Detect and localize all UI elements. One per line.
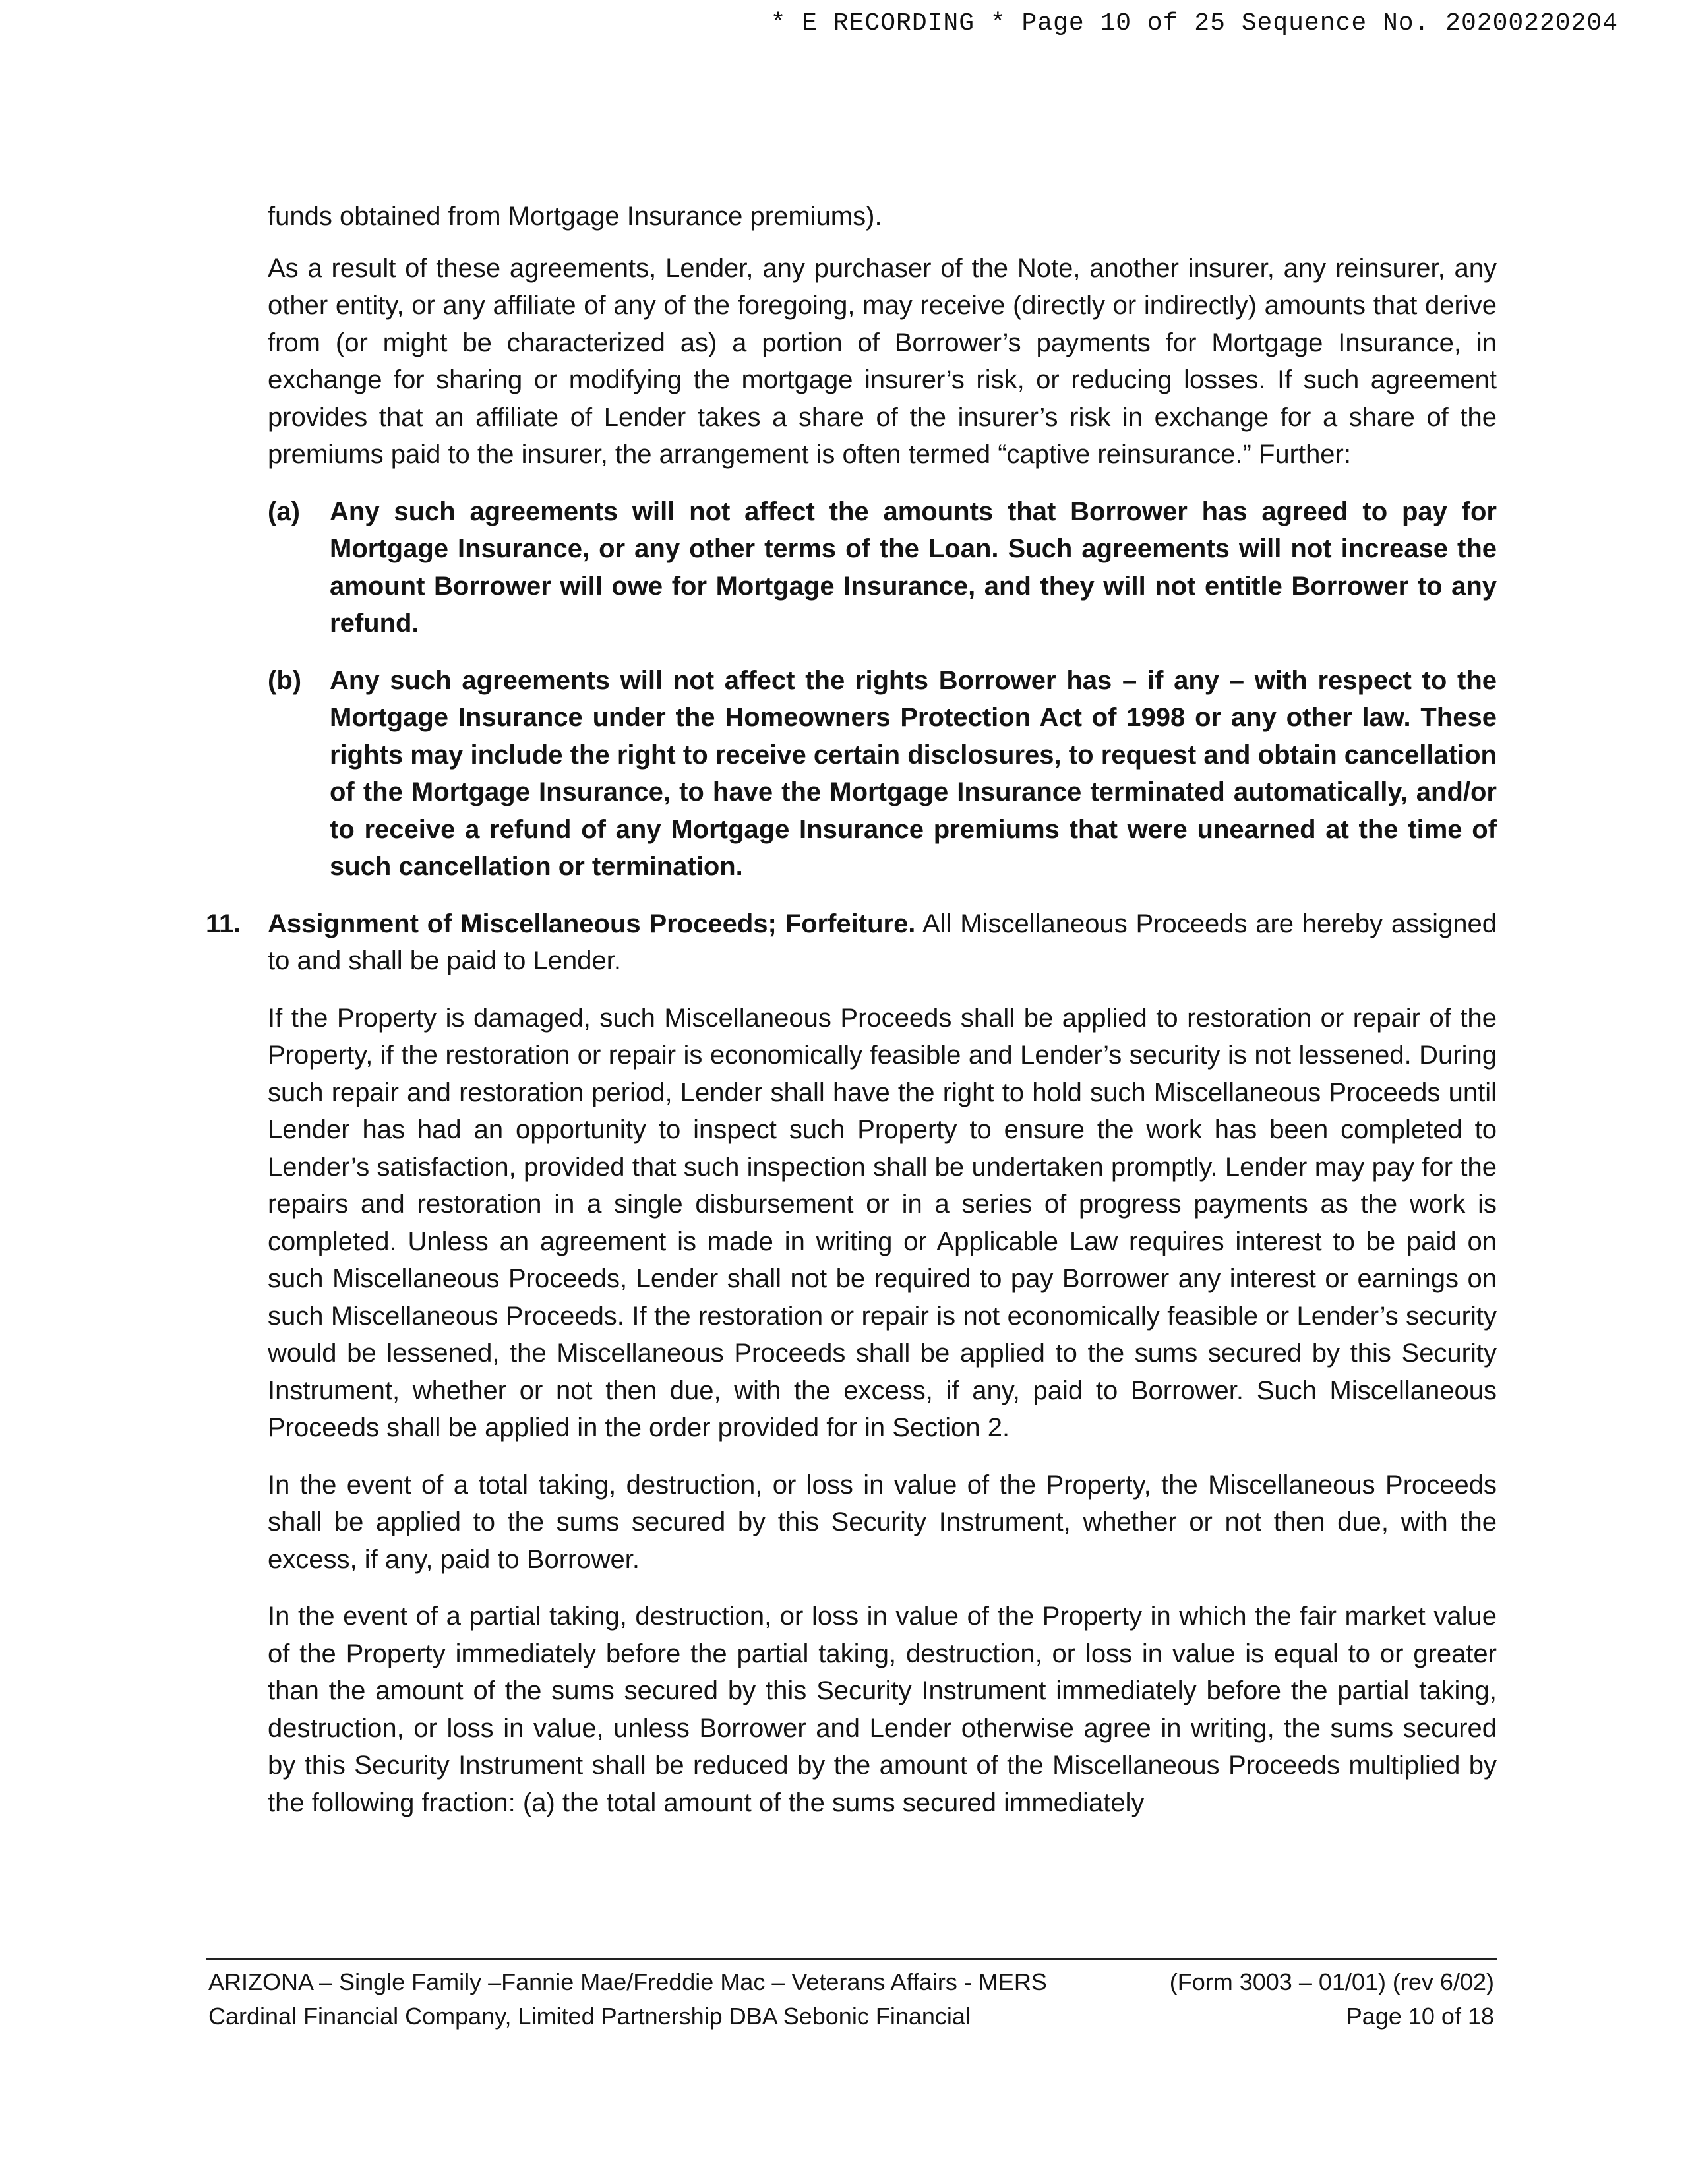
footer-divider [206, 1958, 1497, 1960]
subclause-marker: (a) [268, 497, 300, 526]
subclause-marker: (b) [268, 665, 302, 695]
subclause-b [268, 662, 1497, 886]
footer-row [208, 1965, 1494, 1999]
subclause-text: Any such agreements will not affect the rights Borrower has – if any – with respect to the Mortgage Insurance under the Homeowners Protection Act of 1998 or any other law. These rights may include the right to receive certain disclosures, to request and obtain cancellation of the Mortgage Insurance, to have the Mortgage Insurance terminated automatically, and/or to receive a refund of any Mortgage Insurance premiums that were unearned at the time of such cancellation or termination. [330, 665, 1497, 881]
subclause-a [268, 493, 1497, 642]
document-body [206, 198, 1497, 1841]
section-11 [206, 905, 1497, 980]
form-number: (Form 3003 – 01/01) (rev 6/02) [1169, 1968, 1494, 1995]
agreements-paragraph: As a result of these agreements, Lender, any purchaser of the Note, another insurer, any reinsurer, any other entity, or any affiliate of any of the foregoing, may receive (directly or indirectly) amounts that derive from (or might be characterized as) a portion of Borrower’s payments for Mortgage Insurance, in exchange for sharing or modifying the mortgage insurer’s risk, or reducing losses. If such agreement provides that an affiliate of Lender takes a share of the insurer’s risk in exchange for a share of the premiums paid to the insurer, the arrangement is often termed “captive reinsurance.” Further: [268, 253, 1497, 469]
section-number: 11. [206, 909, 241, 938]
subclause-text: Any such agreements will not affect the amounts that Borrower has agreed to pay for Mortgage Insurance, or any other terms of the Loan. Such agreements will not increase the amount Borrower will owe for Mortgage Insurance, and they will not entitle Borrower to any refund. [330, 497, 1497, 638]
recording-header: * E RECORDING * Page 10 of 25 Sequence No. 20200220204 [770, 9, 1618, 38]
lender-name: Cardinal Financial Company, Limited Partnership DBA Sebonic Financial [208, 2003, 971, 2030]
section-11-paragraph-damage: If the Property is damaged, such Miscellaneous Proceeds shall be applied to restoration or repair of the Property, if the restoration or repair is economically feasible and Lender’s security is not lessened. During such repair and restoration period, Lender shall have the right to hold such Miscellaneous Proceeds until Lender has had an opportunity to inspect such Property to ensure the work has been completed to Lender’s satisfaction, provided that such inspection shall be undertaken promptly. Lender may pay for the repairs and restoration in a single disbursement or in a series of progress payments as the work is completed. Unless an agreement is made in writing or Applicable Law requires interest to be paid on such Miscellaneous Proceeds, Lender shall not be required to pay Borrower any interest or earnings on such Miscellaneous Proceeds. If the restoration or repair is not economically feasible or Lender’s security would be lessened, the Miscellaneous Proceeds shall be applied to the sums secured by this Security Instrument, whether or not then due, with the excess, if any, paid to Borrower. Such Miscellaneous Proceeds shall be applied in the order provided for in Section 2. [268, 1003, 1497, 1442]
section-11-paragraph-partial-taking: In the event of a partial taking, destruction, or loss in value of the Property in which the fair market value of the Property immediately before the partial taking, destruction, or loss in value is equal to or greater than the amount of the sums secured by this Security Instrument immediately before the partial taking, destruction, or loss in value, unless Borrower and Lender otherwise agree in writing, the sums secured by this Security Instrument shall be reduced by the amount of the Miscellaneous Proceeds multiplied by the following fraction: (a) the total amount of the sums secured immediately [268, 1602, 1497, 1817]
section-11-intro [268, 905, 1497, 980]
page-footer [208, 1965, 1494, 2034]
footer-row [208, 1999, 1494, 2034]
section-11-paragraph-total-taking: In the event of a total taking, destruction, or loss in value of the Property, the Miscellaneous Proceeds shall be applied to the sums secured by this Security Instrument, whether or not then due, with the excess, if any, paid to Borrower. [268, 1470, 1497, 1574]
section-heading: Assignment of Miscellaneous Proceeds; Forfeiture. [268, 909, 916, 938]
section-intro-text: All Miscellaneous Proceeds are hereby assigned to and shall be paid to Lender. [268, 909, 1497, 975]
continuation-paragraph: funds obtained from Mortgage Insurance premiums). [268, 202, 882, 231]
page-number: Page 10 of 18 [1346, 2003, 1494, 2030]
form-title: ARIZONA – Single Family –Fannie Mae/Freddie Mac – Veterans Affairs - MERS [208, 1968, 1047, 1995]
